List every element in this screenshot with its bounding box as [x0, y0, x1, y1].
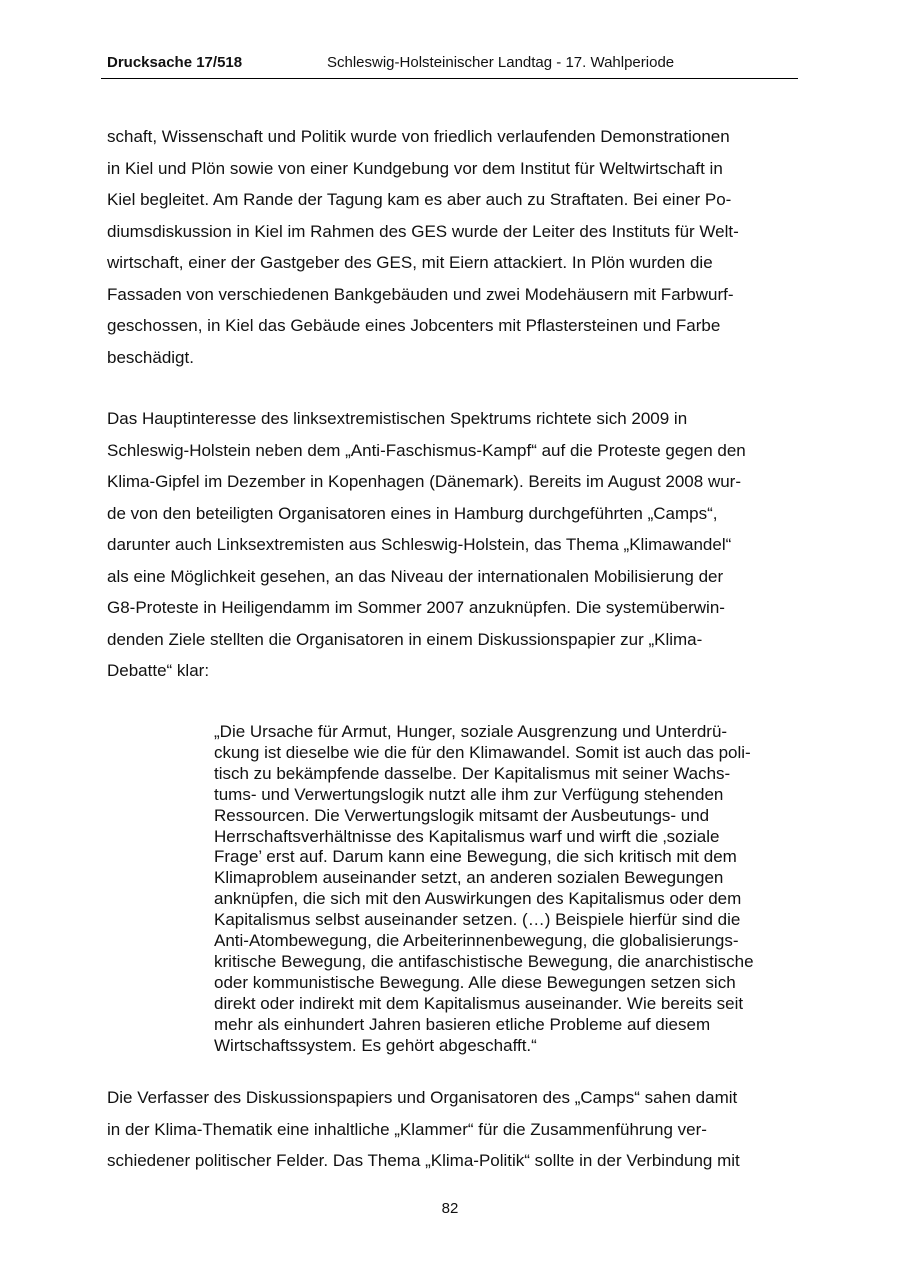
page-number: 82	[441, 1200, 459, 1217]
quote-line: Anti-Atombewegung, die Arbeiterinnenbewegung, die globalisierungs-	[214, 931, 739, 951]
text-line: als eine Möglichkeit gesehen, an das Niveau der internationalen Mobilisierung der	[107, 566, 724, 586]
text-line: Schleswig-Holstein neben dem „Anti-Faschismus-Kampf“ auf die Proteste gegen den	[107, 440, 746, 460]
quote-line: kritische Bewegung, die antifaschistische Bewegung, die anarchistische	[214, 951, 754, 971]
quote-line: Herrschaftsverhältnisse des Kapitalismus warf und wirft die ‚soziale	[214, 826, 720, 846]
text-line: denden Ziele stellten die Organisatoren in einem Diskussionspapier zur „Klima-	[107, 629, 703, 649]
text-line: schiedener politischer Felder. Das Thema „Klima-Politik“ sollte in der Verbindung mit	[107, 1151, 740, 1170]
paragraph-2	[107, 403, 797, 687]
document-number: Drucksache 17/518	[107, 54, 243, 71]
quote-line: ckung ist dieselbe wie die für den Klimawandel. Somit ist auch das poli-	[214, 742, 751, 762]
text-line: Kiel begleitet. Am Rande der Tagung kam es aber auch zu Straftaten. Bei einer Po-	[107, 190, 732, 209]
quote-line: anknüpfen, die sich mit den Auswirkungen des Kapitalismus oder dem	[214, 889, 742, 909]
quote-line: oder kommunistische Bewegung. Alle diese Bewegungen setzen sich	[214, 972, 736, 992]
text-line: de von den beteiligten Organisatoren eines in Hamburg durchgeführten „Camps“,	[107, 503, 718, 523]
text-line: in der Klima-Thematik eine inhaltliche „Klammer“ für die Zusammenführung ver-	[107, 1119, 707, 1139]
paragraph-1	[107, 121, 797, 373]
document-title: Schleswig-Holsteinischer Landtag - 17. Wahlperiode	[327, 54, 675, 71]
quote-line: Kapitalismus selbst auseinander setzen. (…) Beispiele hierfür sind die	[214, 910, 741, 930]
quote-line: Klimaproblem auseinander setzt, an anderen sozialen Bewegungen	[214, 868, 724, 888]
text-line: beschädigt.	[107, 347, 194, 367]
text-line: diumsdiskussion in Kiel im Rahmen des GES wurde der Leiter des Instituts für Welt-	[107, 221, 739, 241]
quote-line: direkt oder indirekt mit dem Kapitalismus auseinander. Wie bereits seit	[214, 993, 744, 1013]
quote-line: „Die Ursache für Armut, Hunger, soziale Ausgrenzung und Unterdrü-	[214, 722, 728, 741]
quote-line: tisch zu bekämpfende dasselbe. Der Kapitalismus mit seiner Wachs-	[214, 763, 731, 783]
quote-line: mehr als einhundert Jahren basieren etliche Probleme auf diesem	[214, 1014, 711, 1034]
paragraph-3	[107, 1082, 797, 1177]
text-line: Die Verfasser des Diskussionspapiers und Organisatoren des „Camps“ sahen damit	[107, 1088, 738, 1107]
text-line: Debatte“ klar:	[107, 661, 210, 680]
quote-line: tums- und Verwertungslogik nutzt alle ihm zur Verfügung stehenden	[214, 784, 724, 804]
text-line: darunter auch Linksextremisten aus Schleswig-Holstein, das Thema „Klimawandel“	[107, 535, 732, 554]
quote-line: Wirtschaftssystem. Es gehört abgeschafft.“	[214, 1035, 537, 1055]
block-quote	[214, 722, 798, 1057]
text-line: schaft, Wissenschaft und Politik wurde von friedlich verlaufenden Demonstrationen	[107, 127, 730, 146]
text-line: Fassaden von verschiedenen Bankgebäuden und zwei Modehäusern mit Farbwurf-	[107, 284, 734, 304]
quote-line: Frage’ erst auf. Darum kann eine Bewegung, die sich kritisch mit dem	[214, 847, 737, 867]
text-line: in Kiel und Plön sowie von einer Kundgebung vor dem Institut für Weltwirtschaft in	[107, 158, 723, 178]
text-line: geschossen, in Kiel das Gebäude eines Jobcenters mit Pflastersteinen und Farbe	[107, 316, 721, 335]
text-line: wirtschaft, einer der Gastgeber des GES, mit Eiern attackiert. In Plön wurden die	[107, 253, 713, 272]
text-line: Das Hauptinteresse des linksextremistischen Spektrums richtete sich 2009 in	[107, 409, 688, 428]
quote-line: Ressourcen. Die Verwertungslogik mitsamt der Ausbeutungs- und	[214, 805, 710, 825]
page-header	[101, 52, 798, 79]
text-line: Klima-Gipfel im Dezember in Kopenhagen (Dänemark). Bereits im August 2008 wur-	[107, 472, 741, 491]
text-line: G8-Proteste in Heiligendamm im Sommer 2007 anzuknüpfen. Die systemüberwin-	[107, 598, 725, 617]
